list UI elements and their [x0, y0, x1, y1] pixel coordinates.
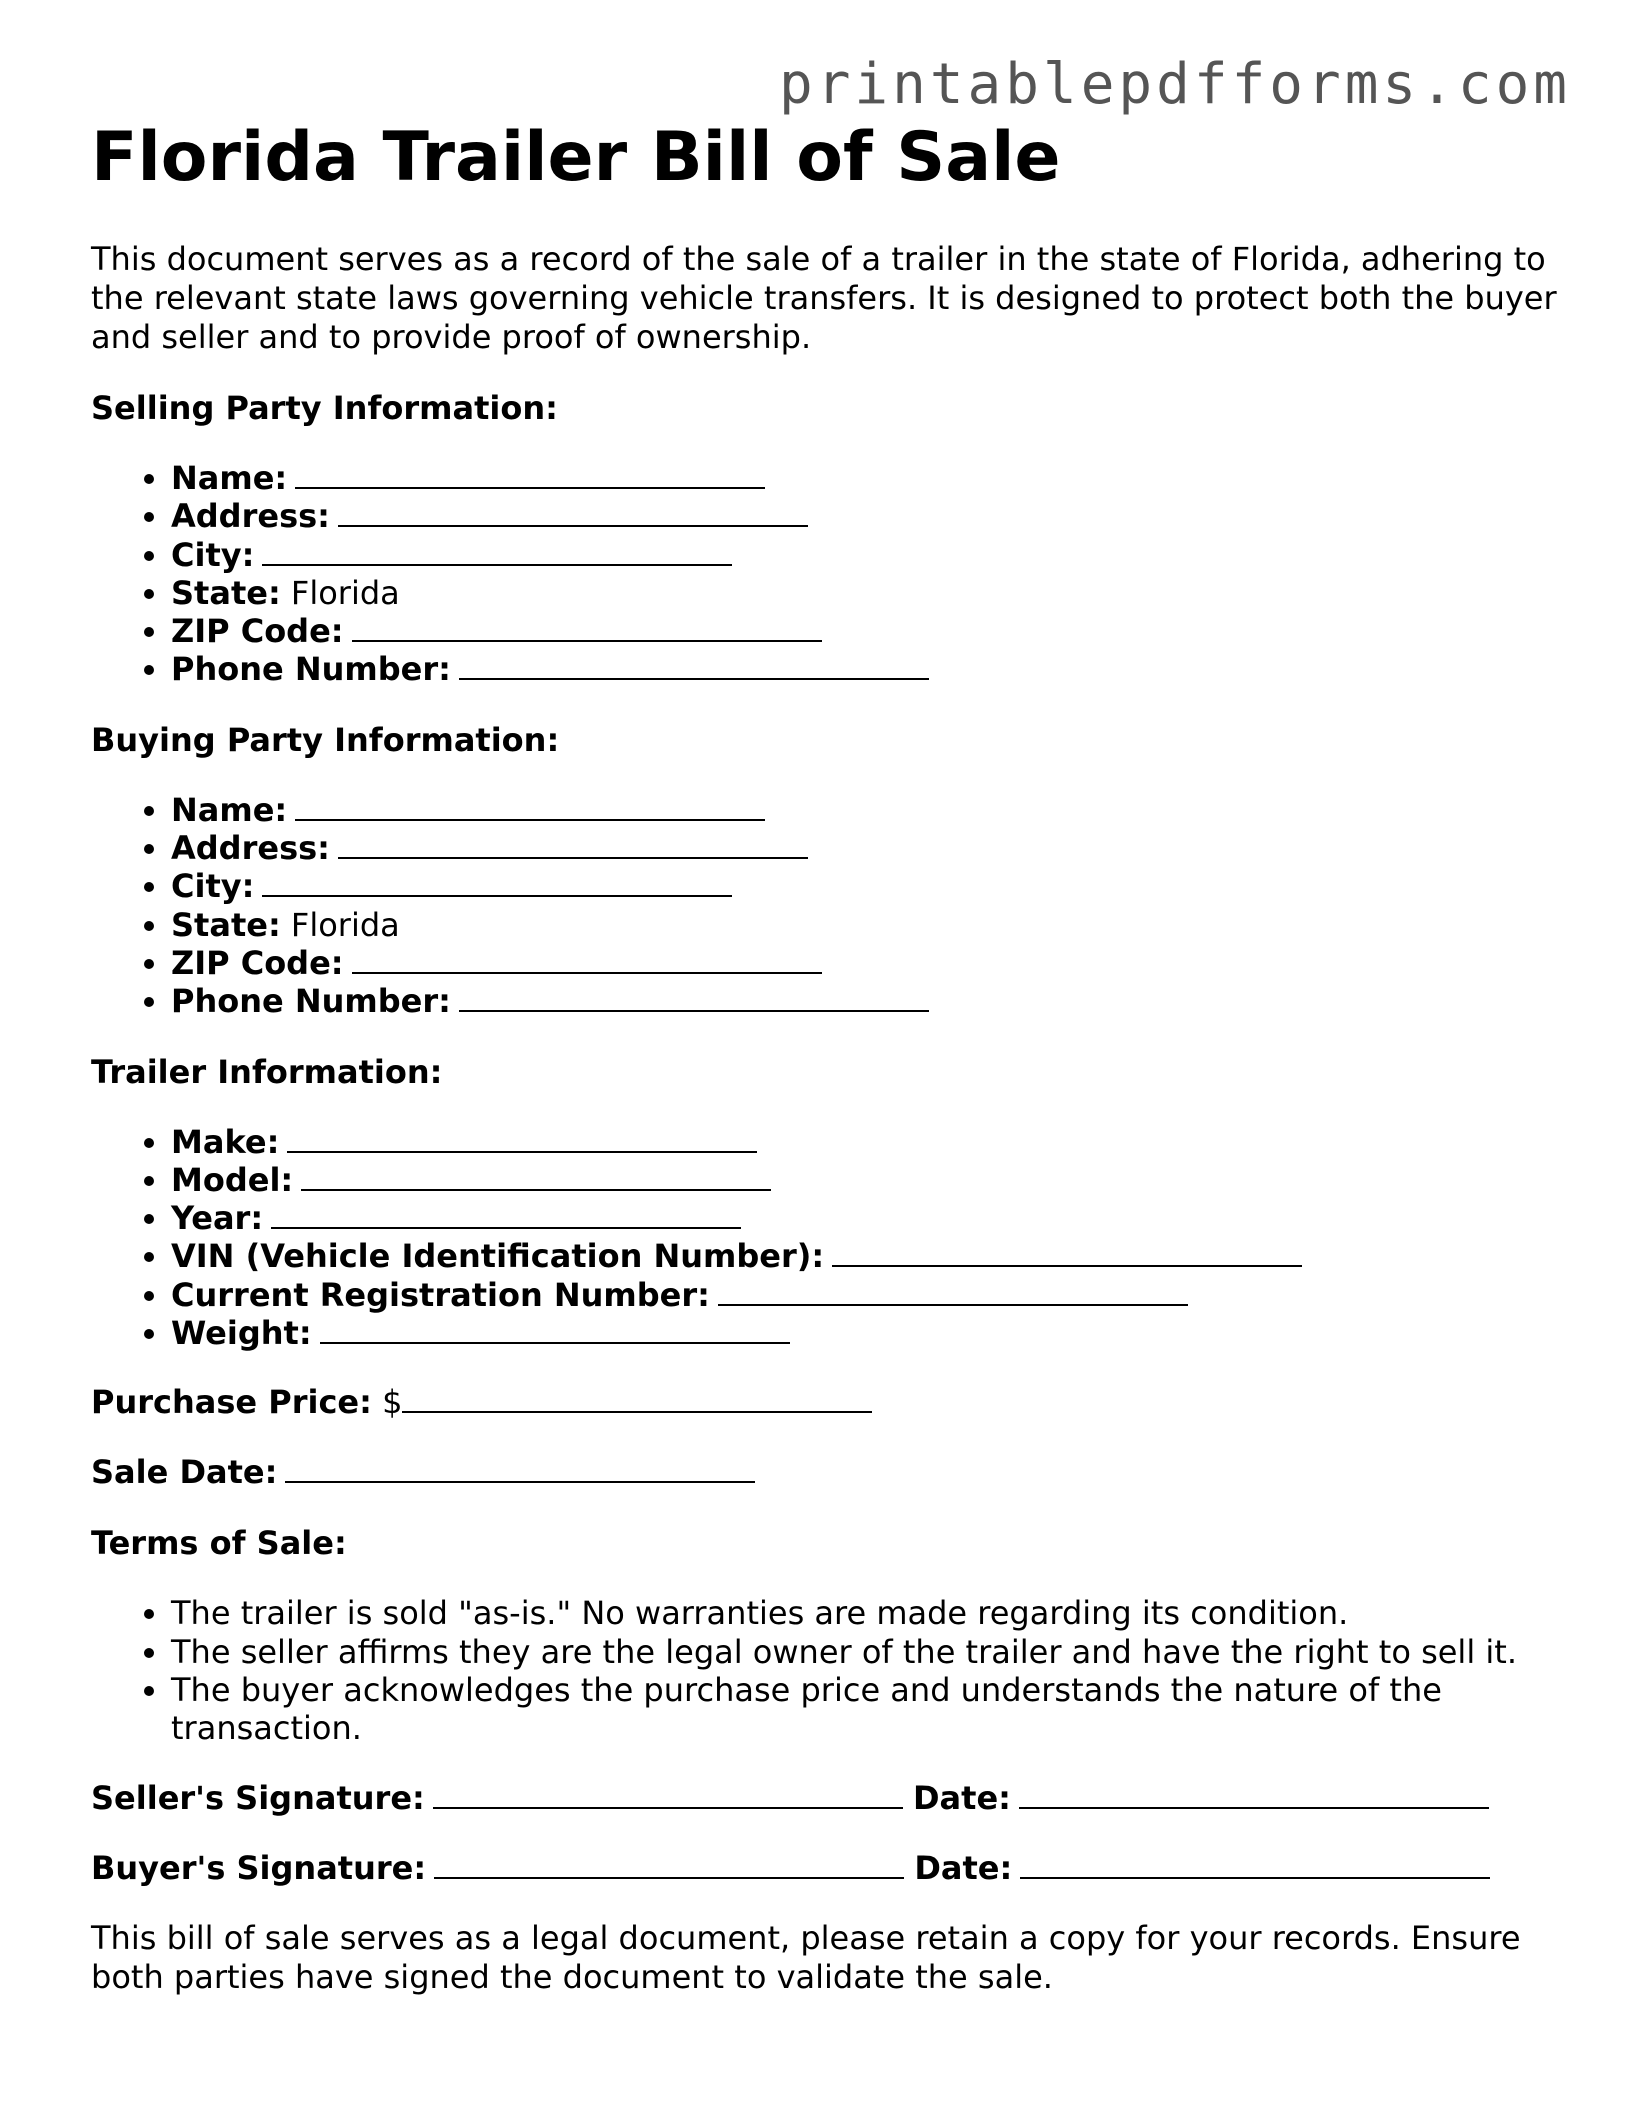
seller-city-field[interactable] — [262, 538, 732, 566]
seller-signature-label: Seller's Signature: — [91, 1778, 425, 1817]
buyer-zip-field[interactable] — [352, 946, 822, 974]
trailer-model-item — [171, 1161, 1571, 1199]
buyer-fields-list — [91, 791, 1571, 1021]
buyer-date-field[interactable] — [1020, 1851, 1490, 1879]
seller-phone-field[interactable] — [459, 652, 929, 680]
terms-item: • The trailer is sold "as-is." No warranties are made regarding its condition. — [171, 1594, 1571, 1632]
closing-paragraph: This bill of sale serves as a legal document, please retain a copy for your records. Ensure both parties have signed the document to validate the sale. — [91, 1918, 1521, 1996]
seller-signature-field[interactable] — [433, 1781, 903, 1809]
seller-date-field[interactable] — [1019, 1781, 1489, 1809]
buyer-city-field[interactable] — [262, 869, 732, 897]
seller-phone-item — [171, 650, 1571, 688]
purchase-price-row — [91, 1383, 1571, 1422]
seller-zip-field[interactable] — [352, 614, 822, 642]
seller-address-item — [171, 497, 1571, 535]
seller-name-field[interactable] — [295, 461, 765, 489]
document-page — [91, 118, 1571, 1997]
trailer-make-item — [171, 1123, 1571, 1161]
seller-address-field[interactable] — [338, 499, 808, 527]
trailer-registration-label: Current Registration Number: — [171, 1275, 710, 1314]
trailer-year-field[interactable] — [271, 1201, 741, 1229]
buyer-zip-label: ZIP Code: — [171, 943, 344, 982]
trailer-vin-label: VIN (Vehicle Identification Number): — [171, 1237, 825, 1276]
trailer-registration-item — [171, 1276, 1571, 1314]
trailer-make-label: Make: — [171, 1122, 280, 1161]
buyer-state-label: State: — [171, 905, 281, 944]
seller-state-item — [171, 574, 1571, 612]
seller-zip-label: ZIP Code: — [171, 612, 344, 651]
sale-date-field[interactable] — [285, 1455, 755, 1483]
seller-state-value: Florida — [290, 573, 400, 612]
terms-item: • The seller affirms they are the legal owner of the trailer and have the right to sell it. — [171, 1633, 1571, 1671]
seller-state-label: State: — [171, 573, 281, 612]
sale-date-label: Sale Date: — [91, 1453, 278, 1492]
seller-city-label: City: — [171, 535, 255, 574]
buyer-date-label: Date: — [914, 1848, 1013, 1887]
seller-fields-list — [91, 459, 1571, 689]
purchase-price-label: Purchase Price: — [91, 1383, 372, 1422]
seller-phone-label: Phone Number: — [171, 650, 451, 689]
trailer-weight-item — [171, 1314, 1571, 1352]
buyer-phone-field[interactable] — [459, 984, 929, 1012]
sale-date-row — [91, 1453, 1571, 1492]
terms-list — [91, 1594, 1571, 1747]
trailer-year-label: Year: — [171, 1199, 264, 1238]
trailer-section-heading: Trailer Information: — [91, 1052, 443, 1091]
buyer-section-heading: Buying Party Information: — [91, 720, 560, 759]
buyer-phone-item — [171, 982, 1571, 1020]
buyer-signature-label: Buyer's Signature: — [91, 1848, 427, 1887]
terms-item: • The buyer acknowledges the purchase price and understands the nature of the transaction. — [171, 1671, 1571, 1748]
buyer-address-field[interactable] — [338, 831, 808, 859]
watermark: printablepdfforms.com — [778, 52, 1571, 117]
buyer-signature-field[interactable] — [434, 1851, 904, 1879]
seller-name-item — [171, 459, 1571, 497]
buyer-city-item — [171, 867, 1571, 905]
buyer-signature-row — [91, 1849, 1571, 1888]
trailer-fields-list — [91, 1123, 1571, 1353]
buyer-zip-item — [171, 944, 1571, 982]
trailer-make-field[interactable] — [287, 1125, 757, 1153]
trailer-weight-field[interactable] — [320, 1316, 790, 1344]
seller-signature-row — [91, 1779, 1571, 1818]
seller-date-label: Date: — [912, 1778, 1011, 1817]
trailer-vin-field[interactable] — [832, 1239, 1302, 1267]
trailer-model-field[interactable] — [301, 1163, 771, 1191]
purchase-price-field[interactable] — [402, 1385, 872, 1413]
currency-symbol: $ — [382, 1383, 403, 1422]
page-title: Florida Trailer Bill of Sale — [91, 118, 1061, 197]
buyer-name-item — [171, 791, 1571, 829]
seller-address-label: Address: — [171, 497, 330, 536]
buyer-city-label: City: — [171, 867, 255, 906]
intro-paragraph: This document serves as a record of the sale of a trailer in the state of Florida, adhering to the relevant state laws governing vehicle transfers. It is designed to protect both the buyer and seller and to provide proof of ownership. — [91, 240, 1557, 356]
buyer-state-value: Florida — [290, 905, 400, 944]
seller-city-item — [171, 536, 1571, 574]
trailer-registration-field[interactable] — [718, 1278, 1188, 1306]
buyer-name-field[interactable] — [295, 793, 765, 821]
seller-zip-item — [171, 612, 1571, 650]
buyer-state-item — [171, 906, 1571, 944]
buyer-phone-label: Phone Number: — [171, 982, 451, 1021]
buyer-address-label: Address: — [171, 829, 330, 868]
trailer-year-item — [171, 1199, 1571, 1237]
seller-name-label: Name: — [171, 459, 288, 497]
seller-section-heading: Selling Party Information: — [91, 389, 558, 427]
terms-section-heading: Terms of Sale: — [91, 1524, 347, 1563]
trailer-model-label: Model: — [171, 1160, 294, 1199]
trailer-vin-item — [171, 1237, 1571, 1275]
buyer-address-item — [171, 829, 1571, 867]
trailer-weight-label: Weight: — [171, 1314, 312, 1353]
buyer-name-label: Name: — [171, 790, 288, 829]
